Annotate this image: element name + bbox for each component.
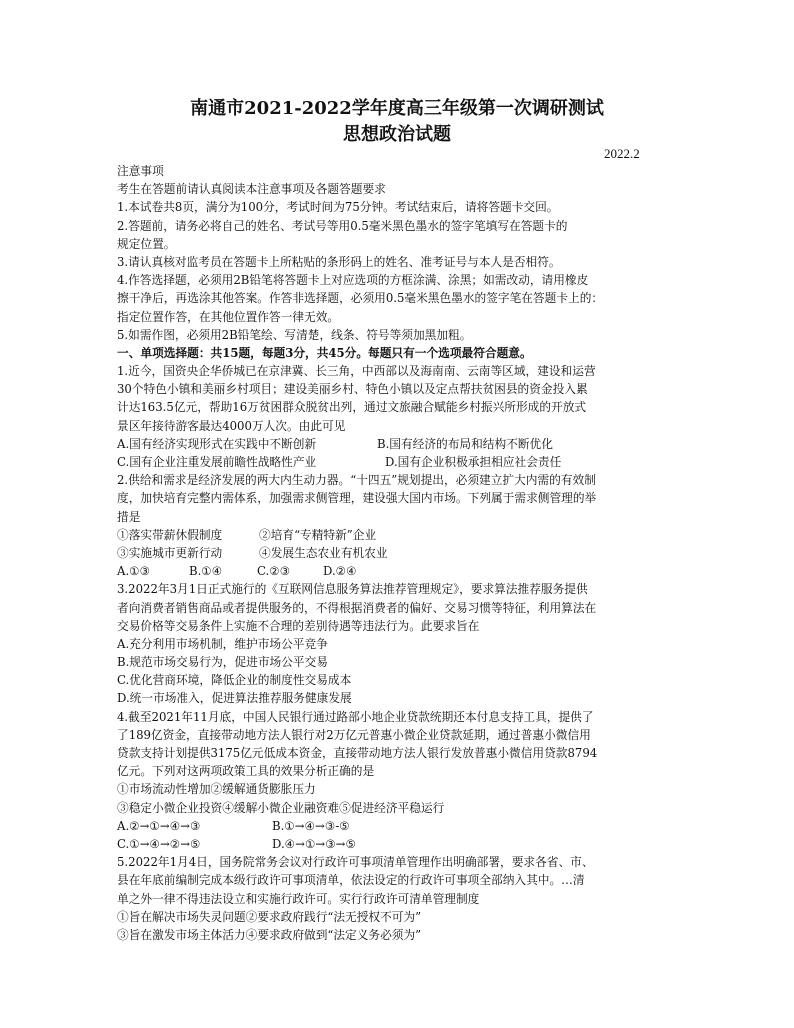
q4-option-c: C.①→④→②→⑤ <box>117 836 201 851</box>
exam-title: 南通市2021-2022学年度高三年级第一次调研测试 <box>190 98 604 119</box>
q2-items-row <box>117 544 682 562</box>
q3-option-a: A.充分利用市场机制，维护市场公平竞争 <box>117 636 328 651</box>
q4-items-line: ③稳定小微企业投资④缓解小微企业融资难⑤促进经济平稳运行 <box>117 800 445 815</box>
q4-options-row <box>117 835 682 853</box>
q1-options-row <box>117 453 682 471</box>
q1-option-a: A.国有经济实现形式在实践中不断创新 <box>117 436 317 451</box>
q1-stem-line: 30个特色小镇和美丽乡村项目；建设美丽乡村、特色小镇以及定点帮扶贫困县的资金投入累 <box>117 382 588 397</box>
notice-heading: 注意事项 <box>117 164 164 178</box>
q1-stem-line: 计达163.5亿元，帮助16万贫困群众脱贫出列，通过文旅融合赋能乡村振兴所形成的开放式 <box>117 400 587 415</box>
notice-line: 规定位置。 <box>117 236 176 251</box>
q2-option-a: A.①③ <box>117 564 151 579</box>
notice-line: 指定位置作答，在其他位置作答一律无效。 <box>117 309 340 324</box>
q3-stem-line: 者向消费者销售商品或者提供服务的，不得根据消费者的偏好、交易习惯等特征，利用算法在 <box>117 600 597 615</box>
q5-items-line: ①旨在解决市场失灵问题②要求政府践行“法无授权不可为” <box>117 909 422 924</box>
q4-option-b: B.①→④→③-⑤ <box>272 818 350 833</box>
q4-stem-line: 4.截至2021年11月底，中国人民银行通过路部小地企业贷款统期还本付息支持工具，提供了 <box>117 709 594 724</box>
exam-date: 2022.2 <box>604 146 640 161</box>
q2-stem-line: 措是 <box>117 509 141 524</box>
q2-item-2: ②培育“专精特新”企业 <box>259 527 377 542</box>
q1-stem-line: 景区年接待游客最达4000万人次。由此可见 <box>117 418 346 433</box>
q1-option-b: B.国有经济的布局和结构不断优化 <box>377 436 553 451</box>
exam-body <box>117 162 682 944</box>
q1-stem-line: 1.近今，国资央企华侨城已在京津冀、长三角，中西部以及海南南、云南等区域，建设和运营 <box>117 364 596 379</box>
q4-stem-line: 亿元。下列对这两项政策工具的效果分析正确的是 <box>117 764 375 779</box>
exam-subject-title: 思想政治试题 <box>343 124 451 145</box>
notice-line: 2.答题前，请务必将自己的姓名、考试号等用0.5毫米黑色墨水的签字笔填写在答题卡的 <box>117 218 568 233</box>
section-heading: 一、单项选择题：共15题，每题3分，共45分。每题只有一个选项最符合题意。 <box>117 345 532 360</box>
q4-option-a: A.②→①→④→③ <box>117 818 201 833</box>
notice-line: 4.作答选择题，必须用2B铅笔将答题卡上对应选项的方框涂满、涂黑；如需改动，请用橡皮 <box>117 273 589 288</box>
q3-stem-line: 交易价格等交易条件上实施不合理的差别待遇等违法行为。此要求旨在 <box>117 618 480 633</box>
q2-options-row <box>117 562 682 580</box>
q2-item-1: ①落实带薪休假制度 <box>117 527 223 542</box>
notice-line: 1.本试卷共8页，满分为100分，考试时间为75分钟。考试结束后，请将答题卡交回。 <box>117 200 559 215</box>
q3-option-d: D.统一市场准入，促进算法推荐服务健康发展 <box>117 691 352 706</box>
q5-stem-line: 县在年底前编制完成本级行政许可事项清单，依法设定的行政许可事项全部纳入其中。…清 <box>117 873 585 888</box>
q2-option-d: D.②④ <box>323 564 357 579</box>
q5-stem-line: 5.2022年1月4日，国务院常务会议对行政许可事项清单管理作出明确部署，要求各省、市、 <box>117 855 594 870</box>
notice-line: 擦干净后，再选涂其他答案。作答非选择题，必须用0.5毫米黑色墨水的签字笔在答题卡上的： <box>117 291 604 306</box>
q2-stem-line: 2.供给和需求是经济发展的两大内生动力器。“十四五”规划提出，必须建立扩大内需的有效制 <box>117 473 596 488</box>
q2-item-3: ③实施城市更新行动 <box>117 545 223 560</box>
q3-option-c: C.优化营商环境，降低企业的制度性交易成本 <box>117 673 352 688</box>
q3-option-b: B.规范市场交易行为，促进市场公平交易 <box>117 655 328 670</box>
q4-stem-line: 了189亿资金，直接带动地方法人银行对2万亿元普惠小微企业贷款延期，通过普惠小微信用 <box>117 727 591 742</box>
q5-items-line: ③旨在激发市场主体活力④要求政府做到“法定义务必须为” <box>117 927 422 942</box>
q3-stem-line: 3.2022年3月1日正式施行的《互联网信息服务算法推荐管理规定》，要求算法推荐服务提供 <box>117 582 588 597</box>
q4-option-d: D.④→①→③→⑤ <box>272 836 356 851</box>
notice-line: 5.如需作图，必须用2B铅笔绘、写清楚，线条、符号等须加黑加粗。 <box>117 327 472 342</box>
q4-items-line: ①市场流动性增加②缓解通货膨胀压力 <box>117 782 316 797</box>
q2-items-row <box>117 526 682 544</box>
q1-options-row <box>117 435 682 453</box>
q4-stem-line: 贷款支持计划提供3175亿元低成本资金，直接带动地方法人银行发放普惠小微信用贷款8794 <box>117 746 598 760</box>
q2-option-c: C.②③ <box>257 564 291 579</box>
q5-stem-line: 单之外一律不得违法设立和实施行政许可。实行行政许可清单管理制度 <box>117 891 480 906</box>
q2-option-b: B.①④ <box>189 564 223 579</box>
q1-option-d: D.国有企业积极承担相应社会责任 <box>385 455 562 469</box>
q2-item-4: ④发展生态农业有机农业 <box>259 545 388 560</box>
q2-stem-line: 度，加快培育完整内需体系，加强需求侧管理，建设强大国内市场。下列属于需求侧管理的举 <box>117 491 597 506</box>
notice-line: 3.请认真核对监考员在答题卡上所粘贴的条形码上的姓名、准考证号与本人是否相符。 <box>117 254 561 269</box>
notice-intro: 考生在答题前请认真阅读本注意事项及各题答题要求 <box>117 182 386 197</box>
q4-options-row <box>117 817 682 835</box>
q1-option-c: C.国有企业注重发展前瞻性战略性产业 <box>117 455 317 469</box>
